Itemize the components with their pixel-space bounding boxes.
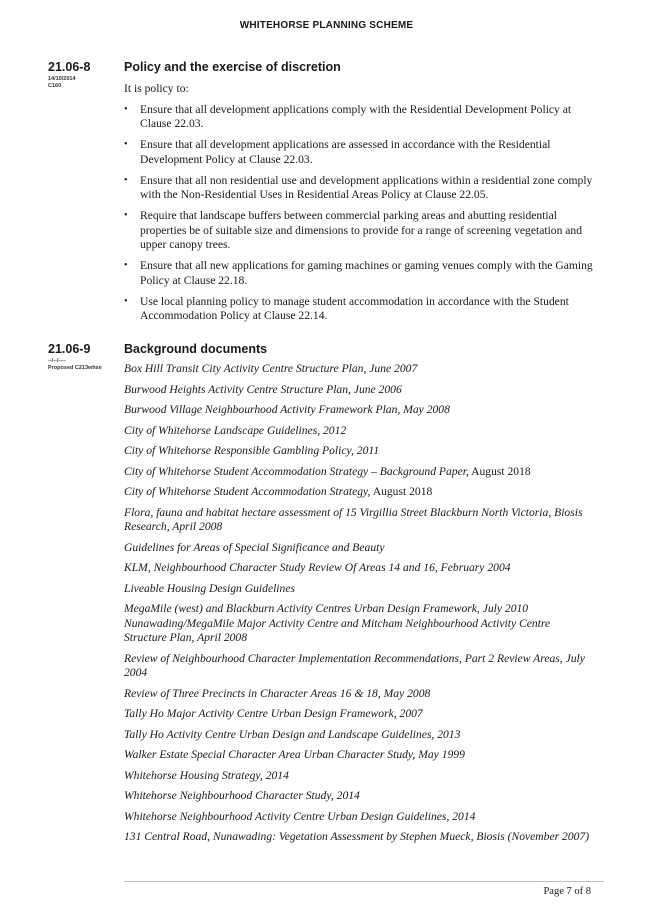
document-list [124,362,594,851]
document-item: 131 Central Road, Nunawading: Vegetation Assessment by Stephen Mueck, Biosis (November 2007) [124,830,590,843]
policy-list [124,103,594,324]
clause-metadata [48,358,102,372]
document-item: Burwood Heights Activity Centre Structure Plan, June 2006 [124,382,402,396]
clause-date: 14/10/2014 [48,76,76,82]
document-item: Nunawading/MegaMile Major Activity Centre and Mitcham Neighbourhood Activity Centre Structure Plan, April 2008 [124,616,551,644]
document-item: Whitehorse Housing Strategy, 2014 [124,768,289,782]
document-item [124,465,594,480]
document-item: Review of Neighbourhood Character Implementation Recommendations, Part 2 Review Areas, July 2004 [124,651,585,679]
section-body [124,82,594,330]
clause-number: 21.06-9 [48,342,91,356]
document-item: MegaMile (west) and Blackburn Activity Centres Urban Design Framework, July 2010 [124,602,529,615]
list-item: • Ensure that all non residential use and development applications within a residential zone comply with the Non-Residential Uses in Residential Areas Policy at Clause 22.05. [124,174,594,203]
document-item: Flora, fauna and habitat hectare assessment of 15 Virgillia Street Blackburn North Victoria, Biosis Research, April 2008 [124,505,583,533]
clause-amendment: Proposed C213whse [48,365,102,371]
document-item: Walker Estate Special Character Area Urban Character Study, May 1999 [124,748,465,761]
clause-metadata [48,76,76,90]
document-date: August 2018 [370,485,433,498]
document-item: Whitehorse Neighbourhood Activity Centre Urban Design Guidelines, 2014 [124,809,476,823]
document-item: City of Whitehorse Responsible Gambling Policy, 2011 [124,444,380,457]
document-item: Liveable Housing Design Guidelines [124,581,295,595]
list-item: • Use local planning policy to manage student accommodation in accordance with the Student Accommodation Policy at Clause 22.14. [124,295,594,324]
document-title: City of Whitehorse Student Accommodation Strategy, [124,485,371,498]
section-heading: Policy and the exercise of discretion [124,60,341,74]
section-heading: Background documents [124,342,268,356]
document-item: Tally Ho Activity Centre Urban Design and Landscape Guidelines, 2013 [124,727,461,741]
document-item: Guidelines for Areas of Special Significance and Beauty [124,540,385,554]
document-date: August 2018 [468,464,531,478]
document-item: Whitehorse Neighbourhood Character Study, 2014 [124,789,360,802]
clause-amendment: C160 [48,83,62,89]
document-item: Burwood Village Neighbourhood Activity Framework Plan, May 2008 [124,403,450,416]
list-item: • Ensure that all development applications comply with the Residential Development Policy at Clause 22.03. [124,103,594,132]
list-item: • Require that landscape buffers between commercial parking areas and abutting residential properties be of suitable size and dimensions to provide for a range of screening vegetation and upper canopy trees. [124,209,594,253]
footer-divider [124,881,604,882]
list-item: • Ensure that all development applications are assessed in accordance with the Residential Development Policy at Clause 22.03. [124,138,594,167]
document-item: Box Hill Transit City Activity Centre Structure Plan, June 2007 [124,362,418,375]
page-number: Page 7 of 8 [543,886,591,897]
document-item: City of Whitehorse Landscape Guidelines, 2012 [124,423,347,437]
document-item [124,485,594,500]
clause-date: --/--/---- [48,358,66,364]
list-item: • Ensure that all new applications for gaming machines or gaming venues comply with the Gaming Policy at Clause 22.18. [124,259,594,288]
document-title: City of Whitehorse Student Accommodation Strategy – Background Paper, [124,464,469,478]
page-header: WHITEHORSE PLANNING SCHEME [239,20,414,31]
document-item: KLM, Neighbourhood Character Study Review Of Areas 14 and 16, February 2004 [124,561,511,574]
document-item: Review of Three Precincts in Character Areas 16 & 18, May 2008 [124,686,431,700]
intro-text: It is policy to: [124,82,189,95]
document-item: Tally Ho Major Activity Centre Urban Design Framework, 2007 [124,707,423,720]
clause-number: 21.06-8 [48,60,91,74]
